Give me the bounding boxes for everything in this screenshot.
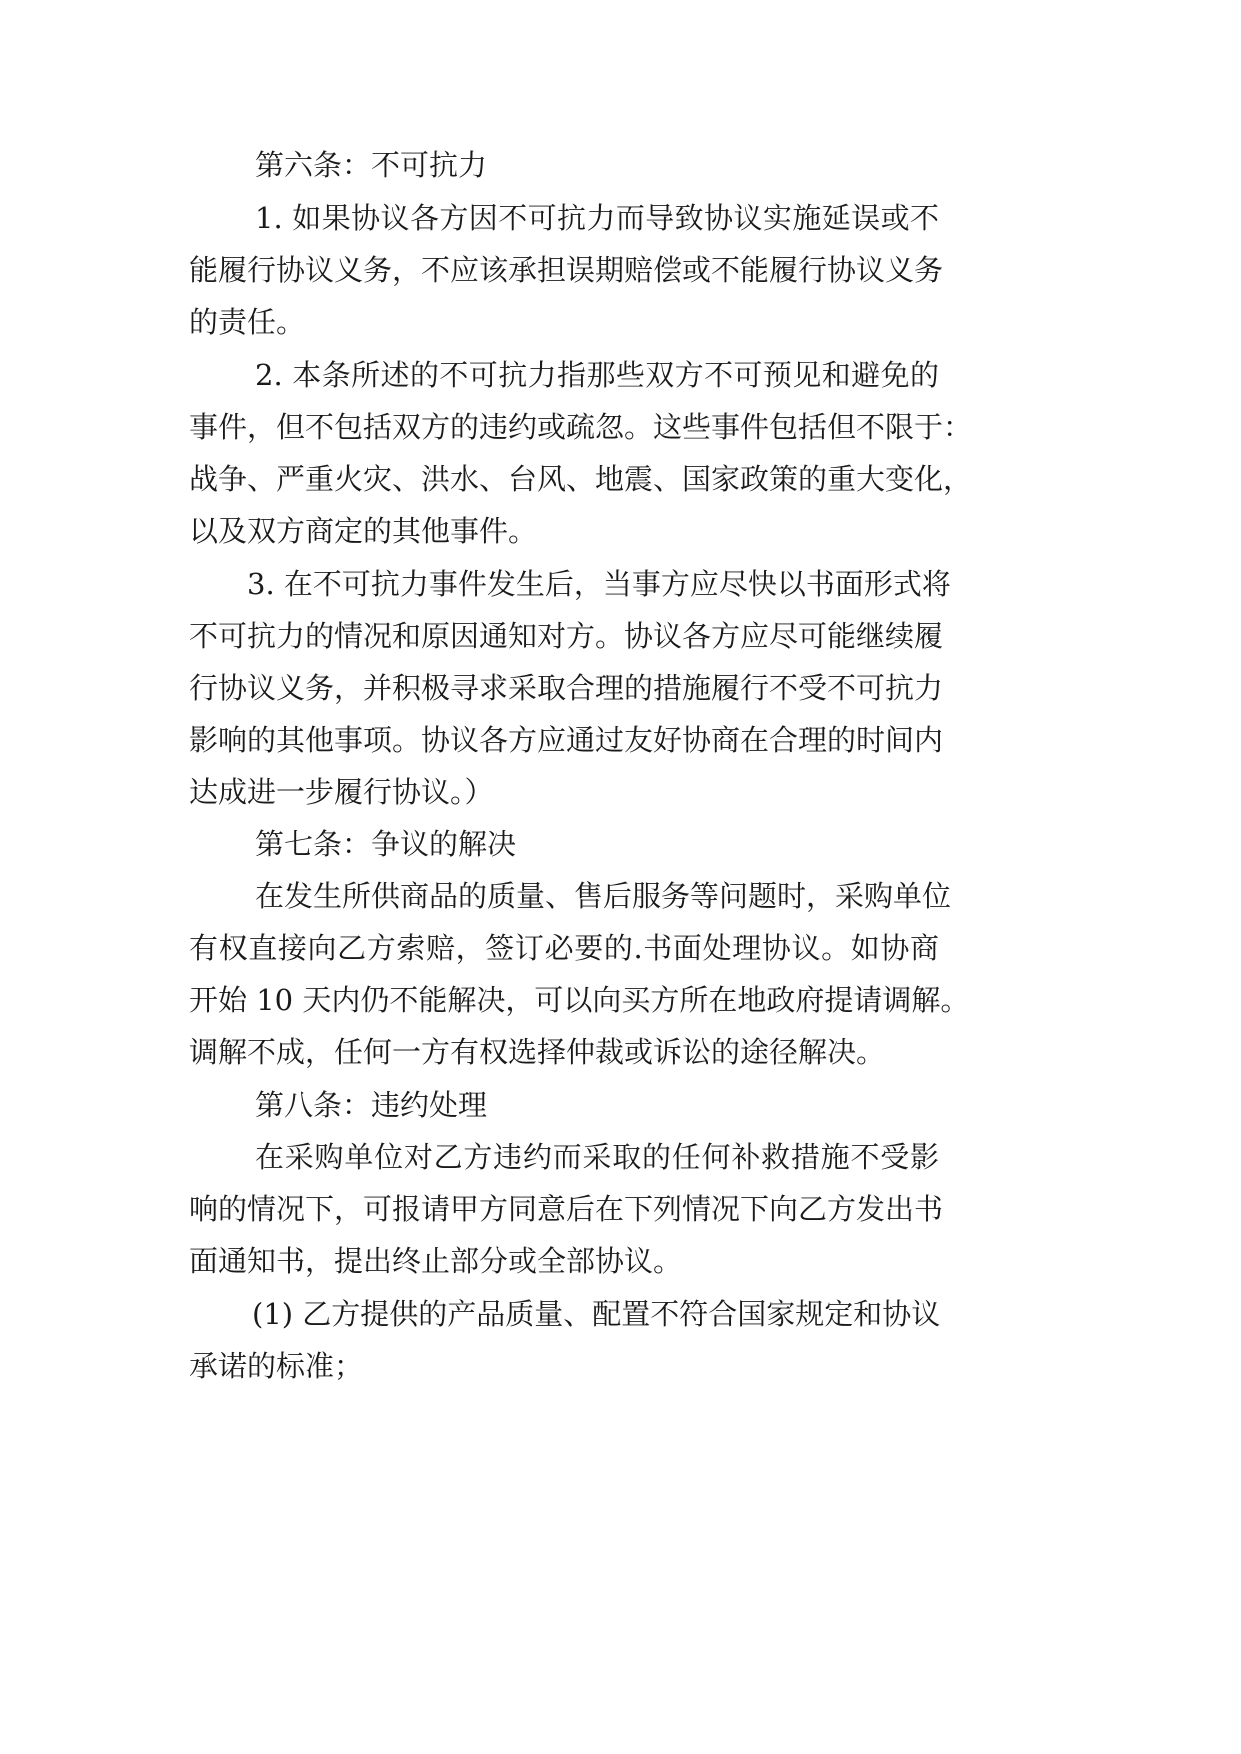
article-8-heading: 第八条：违约处理 [255,1088,488,1122]
article-6-p2-line2: 事件，但不包括双方的违约或疏忽。这些事件包括但不限于： [189,410,973,444]
article-7-p1-line4: 调解不成，任何一方有权选择仲裁或诉讼的途径解决。 [189,1035,886,1069]
article-7-p1-line3: 开始 10 天内仍不能解决，可以向买方所在地政府提请调解。 [189,983,970,1017]
article-7-heading: 第七条：争议的解决 [255,827,517,861]
article-6-heading: 第六条：不可抗力 [255,148,488,182]
article-6-p1-line2: 能履行协议义务，不应该承担误期赔偿或不能履行协议义务 [189,253,944,287]
article-6-p2-line1: 2. 本条所述的不可抗力指那些双方不可预见和避免的 [255,358,939,392]
article-6-p3-line5: 达成进一步履行协议。） [189,775,494,809]
article-8-p1-line1: 在采购单位对乙方违约而采取的任何补救措施不受影 [255,1140,939,1174]
article-6-p2-line3: 战争、严重火灾、洪水、台风、地震、国家政策的重大变化， [189,462,973,496]
article-7-p1-line1: 在发生所供商品的质量、售后服务等问题时，采购单位 [255,879,952,913]
article-6-p3-line3: 行协议义务，并积极寻求采取合理的措施履行不受不可抗力 [189,671,944,705]
article-8-item1-line1: (1) 乙方提供的产品质量、配置不符合国家规定和协议 [252,1297,941,1331]
article-6-p2-line4: 以及双方商定的其他事件。 [189,514,538,548]
article-6-p3-line2: 不可抗力的情况和原因通知对方。协议各方应尽可能继续履 [189,619,944,653]
article-6-p3-line1: 3. 在不可抗力事件发生后，当事方应尽快以书面形式将 [247,567,951,601]
article-8-item1-line2: 承诺的标准； [189,1349,364,1383]
article-6-p1-line3: 的责任。 [189,305,306,339]
article-7-p1-line2: 有权直接向乙方索赔，签订必要的.书面处理协议。如协商 [189,931,939,965]
article-8-p1-line3: 面通知书，提出终止部分或全部协议。 [189,1244,683,1278]
article-6-p1-line1: 1. 如果协议各方因不可抗力而导致协议实施延误或不 [255,201,939,235]
article-8-p1-line2: 响的情况下，可报请甲方同意后在下列情况下向乙方发出书 [189,1192,944,1226]
article-6-p3-line4: 影响的其他事项。协议各方应通过友好协商在合理的时间内 [189,723,944,757]
